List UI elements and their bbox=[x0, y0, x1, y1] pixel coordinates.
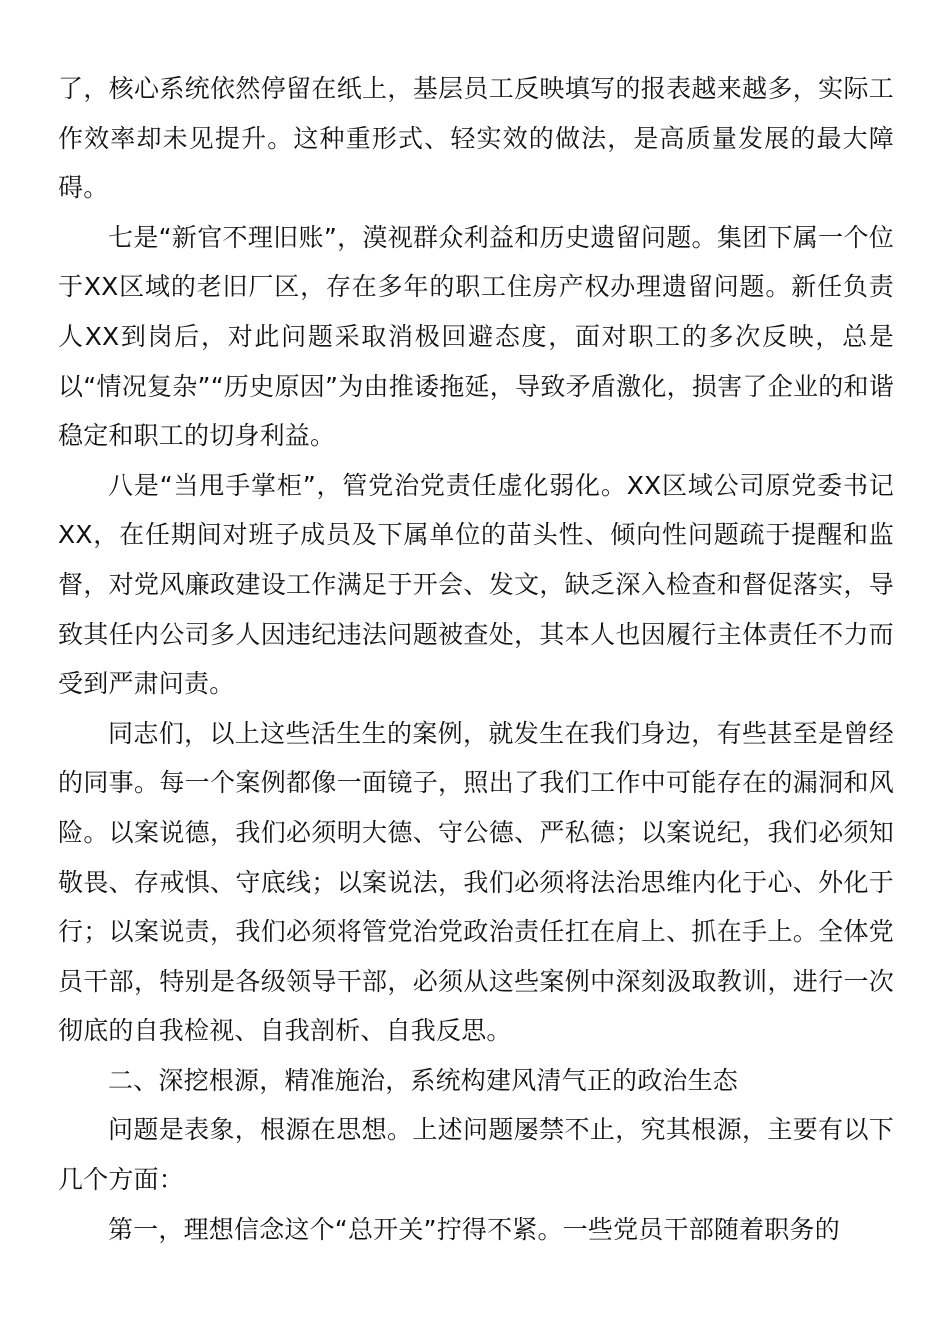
document-page bbox=[58, 64, 894, 1254]
paragraph-first-cause: 第一，理想信念这个“总开关”拧得不紧。一些党员干部随着职务的 bbox=[108, 1214, 840, 1244]
paragraph-summary: 同志们，以上这些活生生的案例，就发生在我们身边，有些甚至是曾经的同事。每一个案例都像一面镜子，照出了我们工作中可能存在的漏洞和风险。以案说德，我们必须明大德、守公德、严私德；以案说纪，我们必须知敬畏、存戒惧、守底线；以案说法，我们必须将法治思维内化于心、外化于行；以案说责，我们必须将管党治党政治责任扛在肩上、抓在手上。全体党员干部，特别是各级领导干部，必须从这些案例中深刻汲取教训，进行一次彻底的自我检视、自我剖析、自我反思。 bbox=[58, 718, 894, 1046]
paragraph-root-causes-intro: 问题是表象，根源在思想。上述问题屡禁不止，究其根源，主要有以下几个方面： bbox=[58, 1115, 894, 1195]
paragraph-continuation: 了，核心系统依然停留在纸上，基层员工反映填写的报表越来越多，实际工作效率却未见提升。这种重形式、轻实效的做法，是高质量发展的最大障碍。 bbox=[58, 74, 894, 203]
paragraph-case-seven: 七是“新官不理旧账”，漠视群众利益和历史遗留问题。集团下属一个位于XX区域的老旧厂区，存在多年的职工住房产权办理遗留问题。新任负责人XX到岗后，对此问题采取消极回避态度，面对职工的多次反映，总是以“情况复杂”“历史原因”为由推诿拖延，导致矛盾激化，损害了企业的和谐稳定和职工的切身利益。 bbox=[58, 222, 894, 451]
section-heading: 二、深挖根源，精准施治，系统构建风清气正的政治生态 bbox=[108, 1065, 739, 1095]
paragraph-case-eight: 八是“当甩手掌柜”，管党治党责任虚化弱化。XX区域公司原党委书记XX，在任期间对班子成员及下属单位的苗头性、倾向性问题疏于提醒和监督，对党风廉政建设工作满足于开会、发文，缺乏深入检查和督促落实，导致其任内公司多人因违纪违法问题被查处，其本人也因履行主体责任不力而受到严肃问责。 bbox=[58, 470, 894, 699]
